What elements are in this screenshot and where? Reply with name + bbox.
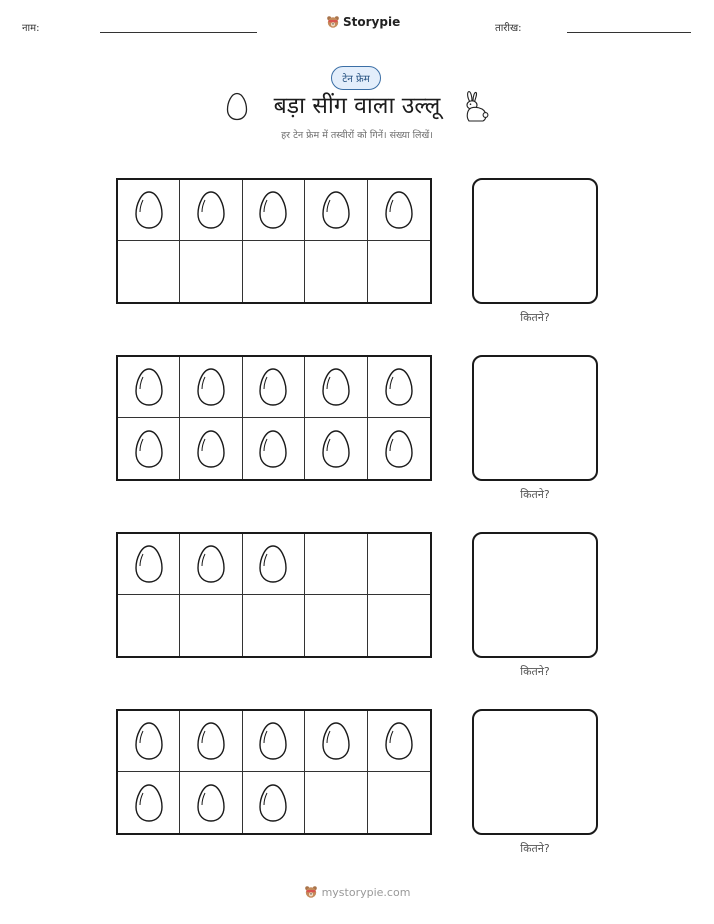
egg-icon bbox=[258, 429, 288, 469]
footer bbox=[0, 885, 714, 899]
name-label: नाम: bbox=[22, 23, 40, 34]
frame-cell bbox=[118, 534, 180, 595]
answer-box[interactable] bbox=[472, 355, 598, 481]
frame-cell bbox=[368, 418, 430, 479]
egg-icon bbox=[196, 429, 226, 469]
egg-icon bbox=[321, 429, 351, 469]
worksheet-title: बड़ा सींग वाला उल्लू bbox=[273, 93, 441, 119]
egg-icon bbox=[321, 190, 351, 230]
footer-url[interactable]: mystorypie.com bbox=[321, 885, 411, 899]
frame-cell bbox=[305, 534, 367, 595]
answer-label: कितने? bbox=[520, 488, 550, 501]
frame-cell bbox=[180, 357, 242, 418]
frame-cell bbox=[243, 357, 305, 418]
frame-cell bbox=[243, 534, 305, 595]
frame-cell bbox=[180, 595, 242, 656]
egg-icon bbox=[258, 721, 288, 761]
egg-icon bbox=[134, 721, 164, 761]
frame-cell bbox=[243, 418, 305, 479]
instructions: हर टेन फ्रेम में तस्वीरों को गिनें। संख्या लिखें। bbox=[281, 130, 433, 141]
answer-label: कितने? bbox=[520, 842, 550, 855]
egg-icon bbox=[258, 544, 288, 584]
frame-cell bbox=[305, 241, 367, 302]
date-label: तारीख: bbox=[495, 23, 522, 34]
frame-cell bbox=[368, 357, 430, 418]
frame-cell bbox=[180, 418, 242, 479]
frame-cell bbox=[180, 772, 242, 833]
egg-icon bbox=[384, 429, 414, 469]
egg-icon bbox=[258, 367, 288, 407]
frame-cell bbox=[305, 418, 367, 479]
frame-cell bbox=[305, 357, 367, 418]
frame-cell bbox=[305, 595, 367, 656]
answer-label: कितने? bbox=[520, 311, 550, 324]
frame-cell bbox=[368, 180, 430, 241]
egg-icon bbox=[196, 783, 226, 823]
frame-cell bbox=[243, 711, 305, 772]
frame-cell bbox=[180, 241, 242, 302]
answer-box[interactable] bbox=[472, 178, 598, 304]
egg-icon bbox=[196, 544, 226, 584]
frame-cell bbox=[305, 711, 367, 772]
frame-cell bbox=[368, 711, 430, 772]
frame-cell bbox=[180, 711, 242, 772]
frame-cell bbox=[118, 418, 180, 479]
frame-cell bbox=[243, 241, 305, 302]
egg-icon bbox=[384, 190, 414, 230]
frame-cell bbox=[180, 180, 242, 241]
bear-mascot-icon bbox=[304, 885, 318, 899]
egg-icon bbox=[258, 783, 288, 823]
egg-icon bbox=[134, 783, 164, 823]
egg-icon bbox=[134, 544, 164, 584]
egg-icon bbox=[196, 721, 226, 761]
bear-mascot-icon bbox=[326, 15, 340, 29]
brand-name: Storypie bbox=[343, 15, 401, 29]
ten-frame bbox=[116, 178, 432, 304]
frame-cell bbox=[118, 241, 180, 302]
rabbit-icon bbox=[461, 90, 491, 124]
frame-cell bbox=[368, 772, 430, 833]
frame-cell bbox=[118, 357, 180, 418]
topic-badge: टेन फ्रेम bbox=[331, 66, 381, 90]
frame-cell bbox=[243, 772, 305, 833]
egg-icon bbox=[321, 721, 351, 761]
egg-icon bbox=[134, 429, 164, 469]
frame-cell bbox=[368, 534, 430, 595]
answer-box[interactable] bbox=[472, 532, 598, 658]
egg-icon bbox=[384, 721, 414, 761]
frame-cell bbox=[305, 180, 367, 241]
frame-cell bbox=[180, 534, 242, 595]
egg-icon bbox=[196, 190, 226, 230]
name-line[interactable] bbox=[100, 32, 257, 33]
date-line[interactable] bbox=[567, 32, 691, 33]
frame-cell bbox=[118, 180, 180, 241]
egg-icon bbox=[258, 190, 288, 230]
frame-cell bbox=[368, 241, 430, 302]
egg-icon bbox=[134, 190, 164, 230]
frame-cell bbox=[243, 180, 305, 241]
answer-label: कितने? bbox=[520, 665, 550, 678]
ten-frame bbox=[116, 709, 432, 835]
frame-cell bbox=[118, 595, 180, 656]
ten-frame bbox=[116, 532, 432, 658]
egg-icon bbox=[134, 367, 164, 407]
frame-cell bbox=[243, 595, 305, 656]
ten-frame bbox=[116, 355, 432, 481]
frame-cell bbox=[118, 711, 180, 772]
frame-cell bbox=[305, 772, 367, 833]
egg-icon bbox=[196, 367, 226, 407]
egg-icon bbox=[384, 367, 414, 407]
frame-cell bbox=[368, 595, 430, 656]
egg-icon bbox=[321, 367, 351, 407]
brand-logo bbox=[326, 15, 400, 29]
frame-cell bbox=[118, 772, 180, 833]
answer-box[interactable] bbox=[472, 709, 598, 835]
